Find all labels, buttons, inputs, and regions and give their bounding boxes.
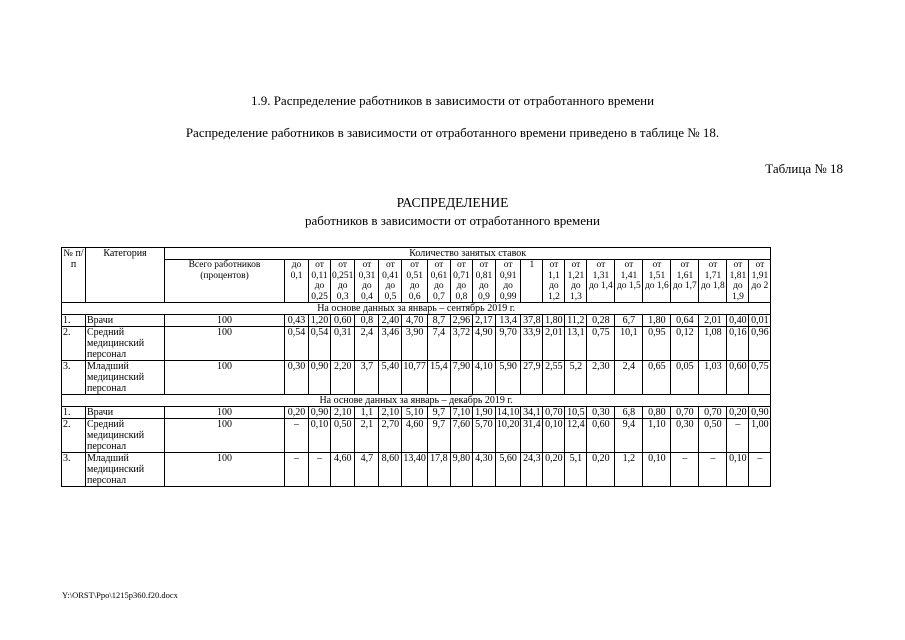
row-value: 0,31 bbox=[331, 327, 355, 361]
row-value: 13,40 bbox=[402, 453, 428, 487]
row-value: 5,90 bbox=[495, 361, 521, 395]
intro-paragraph: Распределение работников в зависимости от отработанного времени приведено в таблице № 18. bbox=[185, 125, 720, 140]
row-value: 2,30 bbox=[587, 361, 615, 395]
row-value: 7,4 bbox=[427, 327, 450, 361]
header-bin: от 1,1 до 1,2 bbox=[543, 260, 565, 303]
row-value: 0,90 bbox=[309, 361, 331, 395]
row-value: 24,3 bbox=[521, 453, 543, 487]
row-value: 0,60 bbox=[331, 315, 355, 327]
row-total: 100 bbox=[165, 361, 285, 395]
row-category: Врачи bbox=[86, 315, 165, 327]
row-value: 0,20 bbox=[543, 453, 565, 487]
section-title: На основе данных за январь – сентябрь 2019 г. bbox=[62, 303, 771, 315]
table-row bbox=[62, 453, 771, 487]
row-value: 0,90 bbox=[749, 407, 771, 419]
row-value: 0,70 bbox=[699, 407, 727, 419]
header-group: Количество занятых ставок bbox=[165, 248, 771, 260]
row-value: 2,4 bbox=[615, 361, 643, 395]
row-value: 1,10 bbox=[643, 419, 671, 453]
header-bin: от 1,61 до 1,7 bbox=[671, 260, 699, 303]
table-row bbox=[62, 419, 771, 453]
row-value: 2,1 bbox=[355, 419, 379, 453]
header-bin: от 0,41 до 0,5 bbox=[379, 260, 402, 303]
row-num: 2. bbox=[62, 419, 86, 453]
row-value: 3,72 bbox=[450, 327, 472, 361]
row-value: – bbox=[671, 453, 699, 487]
header-bin: от 1,71 до 1,8 bbox=[699, 260, 727, 303]
row-value: 0,70 bbox=[671, 407, 699, 419]
row-value: 3,90 bbox=[402, 327, 428, 361]
header-row bbox=[62, 260, 771, 303]
row-num: 1. bbox=[62, 315, 86, 327]
row-value: 0,75 bbox=[587, 327, 615, 361]
row-value: 0,10 bbox=[643, 453, 671, 487]
row-value: 9,70 bbox=[495, 327, 521, 361]
row-total: 100 bbox=[165, 315, 285, 327]
table-subtitle: работников в зависимости от отработанного времени bbox=[305, 213, 600, 228]
row-value: 10,77 bbox=[402, 361, 428, 395]
row-value: 9,7 bbox=[427, 407, 450, 419]
header-bin: от 0,61 до 0,7 bbox=[427, 260, 450, 303]
row-value: 0,8 bbox=[355, 315, 379, 327]
header-bin: от 0,91 до 0,99 bbox=[495, 260, 521, 303]
row-value: 0,54 bbox=[285, 327, 309, 361]
row-total: 100 bbox=[165, 407, 285, 419]
row-value: 27,9 bbox=[521, 361, 543, 395]
table-row bbox=[62, 407, 771, 419]
row-value: 5,40 bbox=[379, 361, 402, 395]
row-value: – bbox=[285, 419, 309, 453]
row-value: 8,60 bbox=[379, 453, 402, 487]
row-category: Средний медицинский персонал bbox=[86, 419, 165, 453]
row-value: 2,10 bbox=[379, 407, 402, 419]
row-value: 0,75 bbox=[749, 361, 771, 395]
row-value: 0,96 bbox=[749, 327, 771, 361]
row-value: 4,60 bbox=[402, 419, 428, 453]
row-value: 9,4 bbox=[615, 419, 643, 453]
row-value: 1,80 bbox=[643, 315, 671, 327]
row-value: 2,40 bbox=[379, 315, 402, 327]
row-value: 2,70 bbox=[379, 419, 402, 453]
row-value: 5,70 bbox=[472, 419, 495, 453]
row-value: 1,20 bbox=[309, 315, 331, 327]
row-value: 0,05 bbox=[671, 361, 699, 395]
row-value: 31,4 bbox=[521, 419, 543, 453]
header-bin: от 1,41 до 1,5 bbox=[615, 260, 643, 303]
row-value: 0,20 bbox=[587, 453, 615, 487]
row-value: 34,1 bbox=[521, 407, 543, 419]
table-row bbox=[62, 361, 771, 395]
row-value: 0,28 bbox=[587, 315, 615, 327]
row-value: 0,70 bbox=[543, 407, 565, 419]
header-num: № п/п bbox=[62, 248, 86, 303]
row-value: 2,10 bbox=[331, 407, 355, 419]
row-value: 0,10 bbox=[309, 419, 331, 453]
header-bin: от 1,81 до 1,9 bbox=[727, 260, 749, 303]
row-value: – bbox=[309, 453, 331, 487]
row-value: 4,90 bbox=[472, 327, 495, 361]
row-value: 9,80 bbox=[450, 453, 472, 487]
row-value: – bbox=[699, 453, 727, 487]
row-value: 7,60 bbox=[450, 419, 472, 453]
row-value: 0,50 bbox=[699, 419, 727, 453]
row-value: 4,60 bbox=[331, 453, 355, 487]
row-value: 0,01 bbox=[749, 315, 771, 327]
row-value: 1,03 bbox=[699, 361, 727, 395]
row-category: Младший медицинский персонал bbox=[86, 361, 165, 395]
row-value: 0,12 bbox=[671, 327, 699, 361]
row-value: 1,90 bbox=[472, 407, 495, 419]
row-value: 13,1 bbox=[565, 327, 587, 361]
row-value: 10,1 bbox=[615, 327, 643, 361]
row-value: 0,60 bbox=[727, 361, 749, 395]
header-bin: от 1,31 до 1,4 bbox=[587, 260, 615, 303]
row-value: 1,80 bbox=[543, 315, 565, 327]
row-value: 8,7 bbox=[427, 315, 450, 327]
row-value: 4,10 bbox=[472, 361, 495, 395]
row-num: 3. bbox=[62, 453, 86, 487]
header-bin: от 0,71 до 0,8 bbox=[450, 260, 472, 303]
row-category: Средний медицинский персонал bbox=[86, 327, 165, 361]
row-value: 0,40 bbox=[727, 315, 749, 327]
row-value: 5,60 bbox=[495, 453, 521, 487]
row-value: 1,2 bbox=[615, 453, 643, 487]
row-category: Младший медицинский персонал bbox=[86, 453, 165, 487]
row-value: 3,46 bbox=[379, 327, 402, 361]
table-title: РАСПРЕДЕЛЕНИЕ bbox=[396, 195, 509, 210]
row-value: 0,30 bbox=[285, 361, 309, 395]
distribution-table bbox=[61, 247, 771, 487]
row-value: 0,90 bbox=[309, 407, 331, 419]
row-value: 12,4 bbox=[565, 419, 587, 453]
row-value: 2,20 bbox=[331, 361, 355, 395]
row-value: 0,20 bbox=[285, 407, 309, 419]
row-value: 0,60 bbox=[587, 419, 615, 453]
section-title: На основе данных за январь – декабрь 2019 г. bbox=[62, 395, 771, 407]
row-total: 100 bbox=[165, 419, 285, 453]
row-value: 0,80 bbox=[643, 407, 671, 419]
header-row bbox=[62, 248, 771, 260]
row-value: 2,01 bbox=[699, 315, 727, 327]
row-value: 0,10 bbox=[543, 419, 565, 453]
section-heading: 1.9. Распределение работников в зависимости от отработанного времени bbox=[250, 93, 655, 108]
table-number: Таблица № 18 bbox=[765, 161, 843, 176]
row-value: 0,64 bbox=[671, 315, 699, 327]
section-row bbox=[62, 303, 771, 315]
header-bin: до 0,1 bbox=[285, 260, 309, 303]
row-value: 0,43 bbox=[285, 315, 309, 327]
table-row bbox=[62, 327, 771, 361]
row-value: 2,01 bbox=[543, 327, 565, 361]
row-value: – bbox=[727, 419, 749, 453]
row-value: 1,08 bbox=[699, 327, 727, 361]
row-value: 0,95 bbox=[643, 327, 671, 361]
row-num: 3. bbox=[62, 361, 86, 395]
row-value: 4,70 bbox=[402, 315, 428, 327]
row-value: 6,7 bbox=[615, 315, 643, 327]
row-value: 2,55 bbox=[543, 361, 565, 395]
row-value: – bbox=[749, 453, 771, 487]
row-value: 9,7 bbox=[427, 419, 450, 453]
row-value: 4,30 bbox=[472, 453, 495, 487]
row-value: 10,5 bbox=[565, 407, 587, 419]
row-value: 33,9 bbox=[521, 327, 543, 361]
header-bin: от 1,21 до 1,3 bbox=[565, 260, 587, 303]
table-row bbox=[62, 315, 771, 327]
row-value: 1,1 bbox=[355, 407, 379, 419]
row-value: 7,10 bbox=[450, 407, 472, 419]
row-value: 2,96 bbox=[450, 315, 472, 327]
row-value: 7,90 bbox=[450, 361, 472, 395]
row-value: 5,1 bbox=[565, 453, 587, 487]
row-value: 5,2 bbox=[565, 361, 587, 395]
row-value: 6,8 bbox=[615, 407, 643, 419]
row-value: 17,8 bbox=[427, 453, 450, 487]
section-row bbox=[62, 395, 771, 407]
header-bin: от 0,251 до 0,3 bbox=[332, 260, 354, 302]
row-value: 15,4 bbox=[427, 361, 450, 395]
header-bin: от 1,91 до 2 bbox=[749, 260, 771, 303]
row-value: 0,10 bbox=[727, 453, 749, 487]
row-num: 1. bbox=[62, 407, 86, 419]
file-path-footer: Y:\ORST\Ppo\1215p360.f20.docx bbox=[62, 590, 178, 600]
header-bin: 1 bbox=[521, 260, 543, 303]
row-value: 0,30 bbox=[671, 419, 699, 453]
row-total: 100 bbox=[165, 327, 285, 361]
header-bin: от 0,31 до 0,4 bbox=[355, 260, 379, 303]
row-value: 5,10 bbox=[402, 407, 428, 419]
row-value: 0,54 bbox=[309, 327, 331, 361]
row-value: 1,00 bbox=[749, 419, 771, 453]
row-total: 100 bbox=[165, 453, 285, 487]
row-value: 14,10 bbox=[496, 407, 520, 418]
row-value: 2,4 bbox=[355, 327, 379, 361]
row-value: 10,20 bbox=[495, 419, 521, 453]
row-value: 0,65 bbox=[643, 361, 671, 395]
row-value: 0,50 bbox=[331, 419, 355, 453]
row-value: – bbox=[285, 453, 309, 487]
row-value: 2,17 bbox=[472, 315, 495, 327]
row-num: 2. bbox=[62, 327, 86, 361]
header-bin: от 1,51 до 1,6 bbox=[643, 260, 671, 303]
row-value: 0,30 bbox=[587, 407, 615, 419]
header-bin: от 0,11 до 0,25 bbox=[309, 260, 331, 303]
header-bin: от 0,51 до 0,6 bbox=[402, 260, 428, 303]
row-category: Врачи bbox=[86, 407, 165, 419]
row-value: 11,2 bbox=[565, 315, 587, 327]
row-value: 37,8 bbox=[521, 315, 543, 327]
header-total: Всего работников (процентов) bbox=[165, 260, 285, 303]
header-bin: от 0,81 до 0,9 bbox=[472, 260, 495, 303]
row-value: 0,16 bbox=[727, 327, 749, 361]
header-category: Категория bbox=[86, 248, 165, 303]
row-value: 3,7 bbox=[355, 361, 379, 395]
row-value: 0,20 bbox=[727, 407, 749, 419]
row-value: 4,7 bbox=[355, 453, 379, 487]
row-value: 13,4 bbox=[495, 315, 521, 327]
